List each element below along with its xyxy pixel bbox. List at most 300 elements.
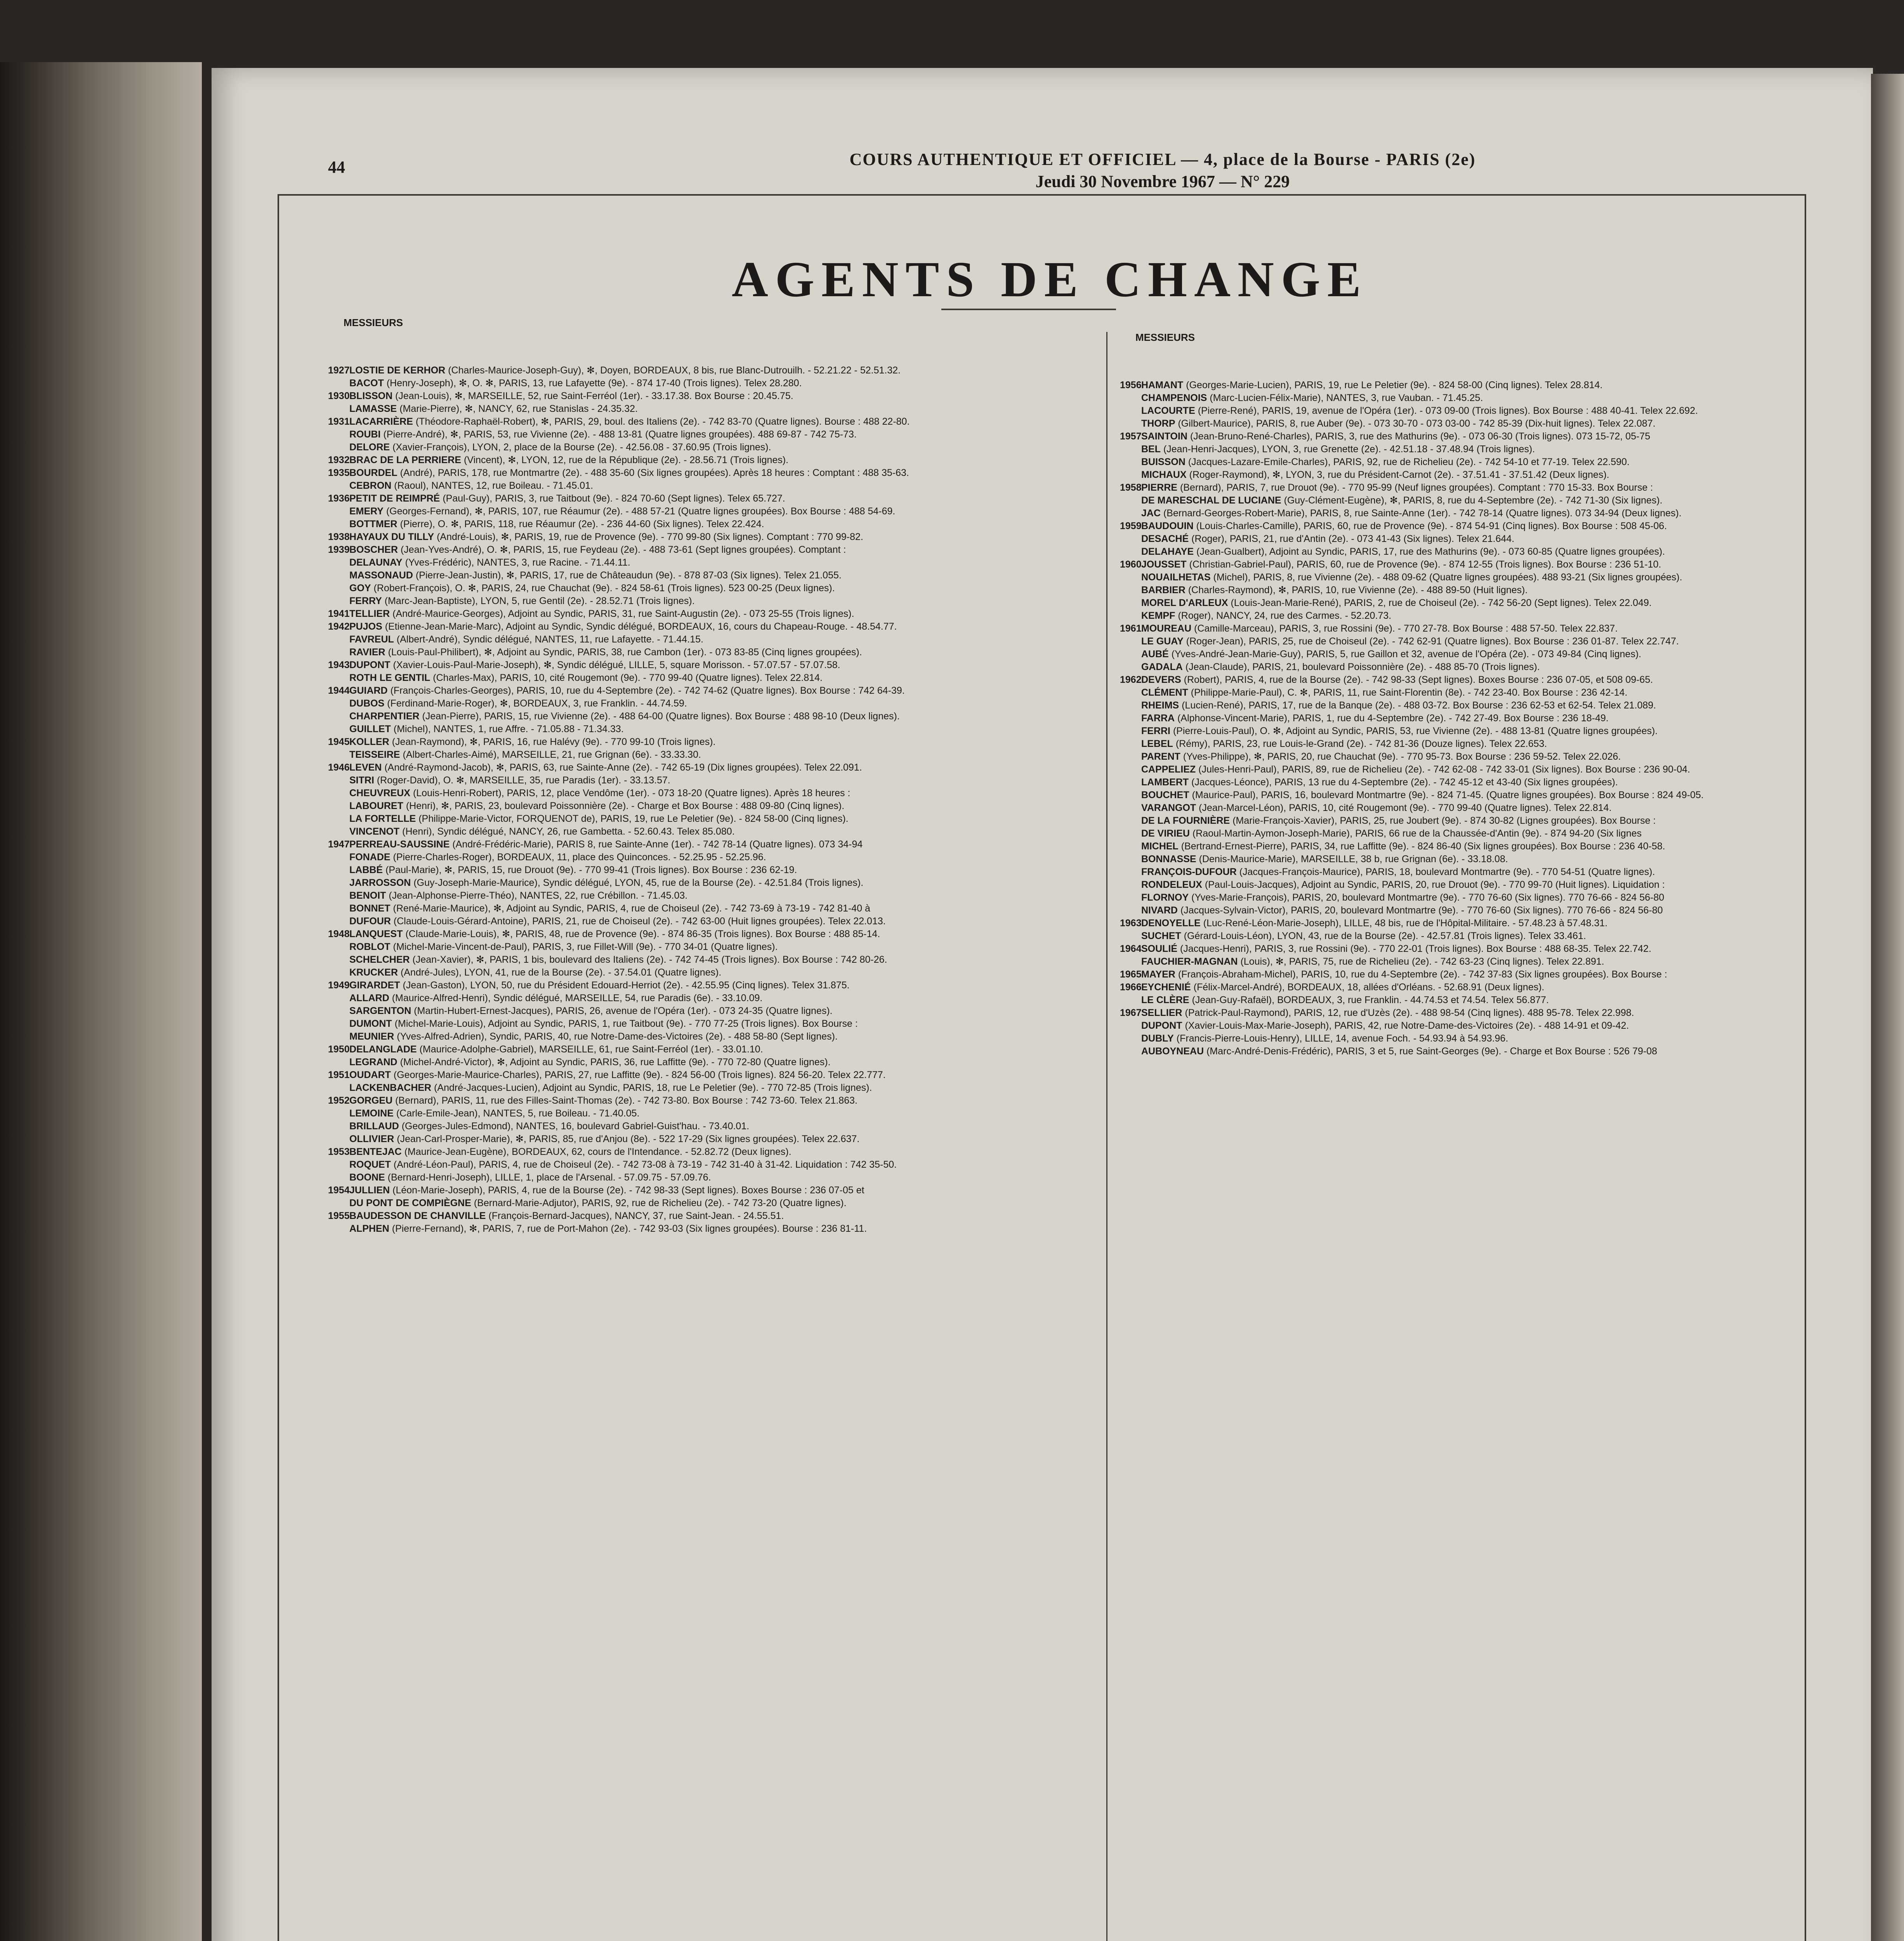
- agent-entry: [1120, 609, 1865, 622]
- agent-name: BEL: [1141, 444, 1161, 455]
- agent-entry: [1120, 930, 1865, 943]
- agent-entry: [1120, 456, 1865, 469]
- agent-details: [1141, 1019, 1865, 1032]
- agent-name: DU PONT DE COMPIÈGNE: [349, 1198, 471, 1208]
- agent-details: [349, 864, 1089, 877]
- agent-name: DUBLY: [1141, 1033, 1174, 1044]
- agent-details: [349, 877, 1089, 889]
- agent-text: (Marie-François-Xavier), PARIS, 25, rue Joubert (9e). - 874 30-82 (Lignes groupées). Box Bourse :: [1232, 815, 1656, 826]
- agent-details: [1141, 994, 1865, 1007]
- agent-details: [349, 505, 1089, 518]
- agent-text: (Jean-Gaston), LYON, 50, rue du Président Edouard-Herriot (2e). - 42.55.95 (Cinq lignes). Telex 31.875.: [403, 980, 850, 991]
- agent-text: (Pierre-Charles-Roger), BORDEAUX, 11, place des Quinconces. - 52.25.95 - 52.25.96.: [393, 852, 766, 863]
- agent-text: (Pierre-René), PARIS, 19, avenue de l'Opéra (1er). - 073 09-00 (Trois lignes). Box Bourse : 488 40-41. Telex 22.692.: [1198, 405, 1698, 416]
- agent-name: GORGEU: [349, 1095, 393, 1106]
- agent-text: (Philippe-Marie-Paul), C. ✻, PARIS, 11, rue Saint-Florentin (8e). - 742 23-40. Box Bourse : 236 42-14.: [1191, 687, 1628, 698]
- agent-name: GIRARDET: [349, 980, 400, 991]
- agent-details: [349, 953, 1089, 966]
- agent-name: HAMANT: [1141, 380, 1184, 391]
- agent-name: OUDART: [349, 1069, 391, 1080]
- agent-entry: [328, 582, 1089, 595]
- agent-name: SITRI: [349, 775, 374, 786]
- agent-name: BLISSON: [349, 391, 393, 401]
- agent-details: [349, 659, 1089, 672]
- agent-entry: [328, 364, 1089, 377]
- agent-details: [1141, 584, 1865, 597]
- agent-text: (Jean-Marcel-Léon), PARIS, 10, cité Rougemont (9e). - 770 99-40 (Quatre lignes). Telex 22.814.: [1199, 802, 1612, 813]
- agent-details: [349, 1030, 1089, 1043]
- agent-name: PETIT DE REIMPRÉ: [349, 493, 440, 504]
- agent-name: ALLARD: [349, 993, 389, 1003]
- agent-name: MEUNIER: [349, 1031, 394, 1042]
- agent-text: (André), PARIS, 178, rue Montmartre (2e). - 488 35-60 (Six lignes groupées). Après 18 heures : Comptant : 488 35-63.: [400, 467, 909, 478]
- agent-name: BOONE: [349, 1172, 385, 1183]
- agent-text: (Martin-Hubert-Ernest-Jacques), PARIS, 26, avenue de l'Opéra (1er). - 073 24-35 (Quatre lignes).: [414, 1005, 833, 1016]
- agent-text: (Christian-Gabriel-Paul), PARIS, 60, rue de Provence (9e). - 874 12-55 (Trois lignes). Box Bourse : 236 51-10.: [1189, 559, 1661, 570]
- agent-text: (Paul-Louis-Jacques), Adjoint au Syndic, PARIS, 20, rue Drouot (9e). - 770 99-70 (Huit lignes). Liquidation :: [1205, 879, 1665, 890]
- agent-entry: [328, 377, 1089, 390]
- agent-text: (Louis-Jean-Marie-René), PARIS, 2, rue de Choiseul (2e). - 742 56-20 (Sept lignes). Telex 22.049.: [1231, 597, 1652, 608]
- agent-year: 1953: [328, 1146, 350, 1157]
- agent-name: BARBIER: [1141, 585, 1185, 595]
- agent-name: MAYER: [1141, 969, 1175, 980]
- agent-entry: [328, 505, 1089, 518]
- agent-name: MOREL D'ARLEUX: [1141, 597, 1228, 608]
- agent-name: LEBEL: [1141, 738, 1173, 749]
- agent-entry: [328, 838, 1089, 851]
- agent-details: [1141, 507, 1865, 520]
- agent-entry: [328, 1069, 1089, 1082]
- agent-name: SUCHET: [1141, 931, 1181, 941]
- agent-details: [349, 556, 1089, 569]
- agent-name: MICHAUX: [1141, 469, 1187, 480]
- agent-entry: [328, 774, 1089, 787]
- agent-details: [1141, 1007, 1865, 1019]
- agent-details: [349, 479, 1089, 492]
- agent-details: [349, 761, 1089, 774]
- agent-text: (Michel-André-Victor), ✻, Adjoint au Syndic, PARIS, 36, rue Laffitte (9e). - 770 72-80 (Quatre lignes).: [400, 1057, 831, 1068]
- agent-entry: [1120, 494, 1865, 507]
- agent-details: [1141, 802, 1865, 814]
- agent-name: DUMONT: [349, 1018, 392, 1029]
- agent-year: 1958: [1120, 482, 1142, 493]
- agent-name: OLLIVIER: [349, 1134, 394, 1144]
- agent-entry: [1120, 904, 1865, 917]
- agent-text: (Marc-Lucien-Félix-Marie), NANTES, 3, rue Vauban. - 71.45.25.: [1210, 392, 1483, 403]
- agent-details: [349, 428, 1089, 441]
- agent-details: [349, 697, 1089, 710]
- agent-name: BOSCHER: [349, 544, 398, 555]
- agent-text: (Francis-Pierre-Louis-Henry), LILLE, 14, avenue Foch. - 54.93.94 à 54.93.96.: [1176, 1033, 1508, 1044]
- agent-name: SAINTOIN: [1141, 431, 1187, 442]
- agent-entry: [328, 1030, 1089, 1043]
- agent-text: (Yves-Philippe), ✻, PARIS, 20, rue Chauchat (9e). - 770 95-73. Box Bourse : 236 59-52. Telex 22.026.: [1183, 751, 1621, 762]
- agent-text: (André-Raymond-Jacob), ✻, PARIS, 63, rue Sainte-Anne (2e). - 742 65-19 (Dix lignes groupées). Telex 22.091.: [384, 762, 862, 773]
- agent-year: 1944: [328, 685, 350, 696]
- agent-details: [349, 723, 1089, 736]
- agent-text: (Ferdinand-Marie-Roger), ✻, BORDEAUX, 3, rue Franklin. - 44.74.59.: [387, 698, 687, 709]
- agent-details: [1141, 417, 1865, 430]
- agent-entry: [328, 953, 1089, 966]
- agent-text: (Paul-Marie), ✻, PARIS, 15, rue Drouot (9e). - 770 99-41 (Trois lignes). Box Bourse : 236 62-19.: [385, 865, 797, 875]
- agent-entry: [328, 454, 1089, 467]
- agent-name: DUFOUR: [349, 916, 391, 927]
- agent-year: 1932: [328, 455, 350, 465]
- agent-details: [349, 774, 1089, 787]
- agent-name: LABOURET: [349, 800, 403, 811]
- agent-entry: [328, 1197, 1089, 1210]
- agent-text: (Roger-David), O. ✻, MARSEILLE, 35, rue Paradis (1er). - 33.13.57.: [377, 775, 670, 786]
- agent-details: [349, 966, 1089, 979]
- agent-name: BAUDOUIN: [1141, 521, 1194, 531]
- agent-year: 1960: [1120, 559, 1142, 570]
- agent-details: [349, 646, 1089, 659]
- agent-year: 1951: [328, 1069, 350, 1080]
- agent-details: [349, 531, 1089, 543]
- agent-name: CLÉMENT: [1141, 687, 1188, 698]
- agent-text: (Bertrand-Ernest-Pierre), PARIS, 34, rue Laffitte (9e). - 824 86-40 (Six lignes groupées). Box Bourse : 236 40-58.: [1181, 841, 1665, 852]
- agent-details: [1141, 545, 1865, 558]
- agent-text: (Alphonse-Vincent-Marie), PARIS, 1, rue du 4-Septembre (2e). - 742 27-49. Box Bourse : 236 18-49.: [1177, 713, 1609, 724]
- agent-name: LAMBERT: [1141, 777, 1189, 788]
- agent-details: [349, 454, 1089, 467]
- agent-details: [1141, 494, 1865, 507]
- agent-details: [1141, 968, 1865, 981]
- agent-text: (Jean-Gualbert), Adjoint au Syndic, PARIS, 17, rue des Mathurins (9e). - 073 60-85 (Quatre lignes groupées).: [1196, 546, 1665, 557]
- agent-text: (Vincent), ✻, LYON, 12, rue de la République (2e). - 28.56.71 (Trois lignes).: [463, 455, 789, 465]
- agent-entry: [328, 1184, 1089, 1197]
- agent-text: (Xavier-François), LYON, 2, place de la Bourse (2e). - 42.56.08 - 37.60.95 (Trois lignes).: [392, 442, 771, 453]
- agent-entry: [1120, 1032, 1865, 1045]
- agent-entry: [328, 492, 1089, 505]
- agent-entry: [328, 697, 1089, 710]
- agent-name: MICHEL: [1141, 841, 1179, 852]
- agent-name: GUIARD: [349, 685, 388, 696]
- agent-name: ROQUET: [349, 1159, 391, 1170]
- agent-details: [349, 838, 1089, 851]
- agent-text: (Théodore-Raphaël-Robert), ✻, PARIS, 29, boul. des Italiens (2e). - 742 83-70 (Quatre lignes). Bourse : 488 22-80.: [415, 416, 910, 427]
- page-number: 44: [328, 158, 345, 177]
- agent-entry: [328, 390, 1089, 403]
- agent-text: (Jacques-Lazare-Emile-Charles), PARIS, 92, rue de Richelieu (2e). - 742 54-10 et 77-19. Telex 22.590.: [1188, 457, 1630, 467]
- agent-details: [1141, 712, 1865, 725]
- agent-details: [1141, 699, 1865, 712]
- agent-name: EMERY: [349, 506, 384, 517]
- agent-text: (Etienne-Jean-Marie-Marc), Adjoint au Syndic, Syndic délégué, BORDEAUX, 16, cours du Chapeau-Rouge. - 48.54.77.: [385, 621, 897, 632]
- agent-details: [349, 1017, 1089, 1030]
- agent-details: [1141, 789, 1865, 802]
- agent-details: [1141, 405, 1865, 417]
- agent-details: [349, 543, 1089, 556]
- agent-details: [349, 979, 1089, 992]
- agent-text: (Jean-Raymond), ✻, PARIS, 16, rue Halévy (9e). - 770 99-10 (Trois lignes).: [392, 736, 716, 747]
- agent-details: [349, 928, 1089, 941]
- agent-text: (Charles-Maurice-Joseph-Guy), ✻, Doyen, BORDEAUX, 8 bis, rue Blanc-Dutrouilh. - 52.21.22 - 52.51.32.: [448, 365, 901, 376]
- agent-entry: [328, 403, 1089, 415]
- agent-details: [1141, 635, 1865, 648]
- agent-entry: [328, 864, 1089, 877]
- agent-text: (Léon-Marie-Joseph), PARIS, 4, rue de la Bourse (2e). - 742 98-33 (Sept lignes). Boxes Bourse : 236 07-05 et: [392, 1185, 864, 1196]
- agent-text: (Guy-Joseph-Marie-Maurice), Syndic délégué, LYON, 45, rue de la Bourse (2e). - 42.51.84 (Trois lignes).: [413, 877, 864, 888]
- agent-text: (Xavier-Louis-Paul-Marie-Joseph), ✻, Syndic délégué, LILLE, 5, square Morisson. - 57.07.57 - 57.07.58.: [393, 660, 840, 670]
- agent-details: [1141, 776, 1865, 789]
- agent-details: [1141, 1045, 1865, 1058]
- agent-text: (Gilbert-Maurice), PARIS, 8, rue Auber (9e). - 073 30-70 - 073 03-00 - 742 85-39 (Dix-huit lignes). Telex 22.087.: [1178, 418, 1656, 429]
- agent-entry: [1120, 1045, 1865, 1058]
- agent-entry: [328, 1017, 1089, 1030]
- agent-text: (Luc-René-Léon-Marie-Joseph), LILLE, 48 bis, rue de l'Hôpital-Militaire. - 57.48.23 à 57.48.31.: [1203, 918, 1608, 929]
- agent-text: (Henri), ✻, PARIS, 23, boulevard Poissonnière (2e). - Charge et Box Bourse : 488 09-80 (Cinq lignes).: [406, 800, 845, 811]
- agent-name: BOUCHET: [1141, 790, 1189, 800]
- agent-entry: [328, 569, 1089, 582]
- agent-text: (Michel), PARIS, 8, rue Vivienne (2e). - 488 09-62 (Quatre lignes groupées). 488 93-21 (Six lignes groupées).: [1213, 572, 1682, 583]
- agent-details: [349, 736, 1089, 748]
- agent-details: [349, 902, 1089, 915]
- agent-name: BENOIT: [349, 890, 386, 901]
- agent-year: 1949: [328, 980, 350, 991]
- agent-entry: [328, 761, 1089, 774]
- agent-entry: [328, 633, 1089, 646]
- agent-text: (François-Charles-Georges), PARIS, 10, rue du 4-Septembre (2e). - 742 74-62 (Quatre lignes). Box Bourse : 742 64-39.: [390, 685, 905, 696]
- agent-entry: [328, 748, 1089, 761]
- agent-text: (Roger-Jean), PARIS, 25, rue de Choiseul (2e). - 742 62-91 (Quatre lignes). Box Bourse : 236 01-87. Telex 22.747.: [1186, 636, 1679, 647]
- agent-text: (André-Louis), ✻, PARIS, 19, rue de Provence (9e). - 770 99-80 (Six lignes). Comptant : 770 99-82.: [437, 531, 863, 542]
- agent-entry: [1120, 545, 1865, 558]
- agent-name: FRANÇOIS-DUFOUR: [1141, 866, 1237, 877]
- agent-entry: [328, 556, 1089, 569]
- agent-details: [349, 403, 1089, 415]
- agent-details: [349, 684, 1089, 697]
- agent-name: DELAUNAY: [349, 557, 403, 568]
- book-spine-edge: [0, 62, 202, 1941]
- agent-details: [349, 1210, 1089, 1222]
- agent-entry: [1120, 776, 1865, 789]
- agent-text: (Charles-Max), PARIS, 10, cité Rougemont (9e). - 770 99-40 (Quatre lignes). Telex 22.814.: [433, 672, 823, 683]
- agent-entry: [1120, 1019, 1865, 1032]
- agent-entry: [1120, 750, 1865, 763]
- agent-text: (Maurice-Paul), PARIS, 16, boulevard Montmartre (9e). - 824 71-45. (Quatre lignes groupées). Box Bourse : 824 49-05.: [1192, 790, 1704, 800]
- agent-text: (Jacques-Sylvain-Victor), PARIS, 20, boulevard Montmartre (9e). - 770 76-60 (Six lignes). 770 76-66 - 824 56-80: [1180, 905, 1663, 916]
- agent-entry: [1120, 469, 1865, 481]
- agent-text: (Raoul-Martin-Aymon-Joseph-Marie), PARIS, 66 rue de la Chaussée-d'Antin (9e). - 874 94-20 (Six lignes: [1192, 828, 1642, 839]
- agent-details: [1141, 674, 1865, 686]
- agent-name: ALPHEN: [349, 1223, 389, 1234]
- agent-text: (Jean-Yves-André), O. ✻, PARIS, 15, rue Feydeau (2e). - 488 73-61 (Sept lignes groupées). Comptant :: [400, 544, 846, 555]
- agent-details: [349, 1043, 1089, 1056]
- agent-text: (Paul-Guy), PARIS, 3, rue Taitbout (9e). - 824 70-60 (Sept lignes). Telex 65.727.: [443, 493, 785, 504]
- agent-name: SELLIER: [1141, 1007, 1182, 1018]
- agent-year: 1942: [328, 621, 350, 632]
- agent-details: [349, 1120, 1089, 1133]
- agent-entry: [1120, 1007, 1865, 1019]
- agent-name: KEMPF: [1141, 610, 1175, 621]
- agent-entry: [1120, 789, 1865, 802]
- agent-name: RHEIMS: [1141, 700, 1179, 711]
- agent-text: (Yves-Frédéric), NANTES, 3, rue Racine. - 71.44.11.: [405, 557, 630, 568]
- agent-entry: [328, 415, 1089, 428]
- agent-entry: [1120, 712, 1865, 725]
- agent-details: [1141, 917, 1865, 930]
- agent-details: [349, 672, 1089, 684]
- page-header: [716, 149, 1609, 191]
- agent-name: FARRA: [1141, 713, 1175, 724]
- agent-year: 1927: [328, 365, 350, 376]
- agent-text: (Robert-François), O. ✻, PARIS, 24, rue Chauchat (9e). - 824 58-61 (Trois lignes). 523 00-25 (Deux lignes).: [373, 583, 835, 594]
- right-column-heading: MESSIEURS: [1135, 332, 1195, 343]
- agent-entry: [1120, 866, 1865, 878]
- agent-name: LACARRIÈRE: [349, 416, 413, 427]
- agent-text: (Lucien-René), PARIS, 17, rue de la Banque (2e). - 488 03-72. Box Bourse : 236 62-53 et 62-54. Telex 21.089.: [1182, 700, 1656, 711]
- agent-entry: [328, 1171, 1089, 1184]
- agent-text: (Denis-Maurice-Marie), MARSEILLE, 38 b, rue Grignan (6e). - 33.18.08.: [1199, 854, 1508, 865]
- agent-text: (François-Bernard-Jacques), NANCY, 37, rue Saint-Jean. - 24.55.51.: [488, 1210, 784, 1221]
- agent-name: JULLIEN: [349, 1185, 390, 1196]
- agent-text: (Pierre-Louis-Paul), O. ✻, Adjoint au Syndic, PARIS, 53, rue Vivienne (2e). - 488 13-81 (Quatre lignes groupées).: [1173, 726, 1658, 736]
- agent-text: (André-Jacques-Lucien), Adjoint au Syndic, PARIS, 18, rue Le Peletier (9e). - 770 72-85 (Trois lignes).: [434, 1082, 872, 1093]
- agent-text: (Philippe-Marie-Victor, FORQUENOT de), PARIS, 19, rue Le Peletier (9e). - 824 58-00 (Cinq lignes).: [418, 813, 849, 824]
- agent-text: (Marc-André-Denis-Frédéric), PARIS, 3 et 5, rue Saint-Georges (9e). - Charge et Box Bourse : 526 79-08: [1206, 1046, 1658, 1057]
- agent-text: (Albert-Charles-Aimé), MARSEILLE, 21, rue Grignan (6e). - 33.33.30.: [403, 749, 701, 760]
- agent-details: [349, 415, 1089, 428]
- agent-name: BACOT: [349, 378, 384, 389]
- agent-entry: [328, 1043, 1089, 1056]
- agent-entry: [328, 800, 1089, 813]
- agent-year: 1947: [328, 839, 350, 850]
- agent-entry: [328, 608, 1089, 620]
- agent-details: [349, 1197, 1089, 1210]
- agent-year: 1931: [328, 416, 350, 427]
- agent-details: [349, 1069, 1089, 1082]
- agent-details: [1141, 456, 1865, 469]
- agent-details: [1141, 840, 1865, 853]
- agent-text: (Charles-Raymond), ✻, PARIS, 10, rue Vivienne (2e). - 488 89-50 (Huit lignes).: [1188, 585, 1528, 595]
- agent-entry: [1120, 686, 1865, 699]
- agent-year: 1966: [1120, 982, 1142, 993]
- agent-year: 1950: [328, 1044, 350, 1055]
- agent-details: [1141, 609, 1865, 622]
- agent-text: (Roger), PARIS, 21, rue d'Antin (2e). - 073 41-43 (Six lignes). Telex 21.644.: [1191, 533, 1515, 544]
- agent-text: (Michel-Marie-Vincent-de-Paul), PARIS, 3, rue Fillet-Will (9e). - 770 34-01 (Quatre lignes).: [393, 941, 778, 952]
- agent-entry: [328, 1094, 1089, 1107]
- agent-text: (Michel-Marie-Louis), Adjoint au Syndic, PARIS, 1, rue Taitbout (9e). - 770 77-25 (Trois lignes). Box Bourse :: [394, 1018, 858, 1029]
- agent-text: (Jean-Xavier), ✻, PARIS, 1 bis, boulevard des Italiens (2e). - 742 74-45 (Trois lignes). Box Bourse : 742 80-26.: [412, 954, 887, 965]
- agent-year: 1948: [328, 929, 350, 939]
- agent-name: CHAMPENOIS: [1141, 392, 1207, 403]
- agent-name: ROUBI: [349, 429, 381, 440]
- agent-text: (Roger), NANCY, 24, rue des Carmes. - 52.20.73.: [1178, 610, 1392, 621]
- agent-year: 1965: [1120, 969, 1142, 980]
- agent-entry: [328, 966, 1089, 979]
- agent-name: BAUDESSON DE CHANVILLE: [349, 1210, 486, 1221]
- agent-details: [349, 518, 1089, 531]
- agent-text: (Robert), PARIS, 4, rue de la Bourse (2e). - 742 98-33 (Sept lignes). Boxes Bourse : 236 07-05, et 508 09-65.: [1184, 674, 1653, 685]
- agent-entry: [1120, 430, 1865, 443]
- agent-name: VINCENOT: [349, 826, 400, 837]
- agent-details: [349, 377, 1089, 390]
- agent-details: [1141, 738, 1865, 750]
- agent-text: (Georges-Jules-Edmond), NANTES, 16, boulevard Gabriel-Guist'hau. - 73.40.01.: [401, 1121, 750, 1132]
- agent-text: (Pierre-Fernand), ✻, PARIS, 7, rue de Port-Mahon (2e). - 742 93-03 (Six lignes groupées). Bourse : 236 81-11.: [392, 1223, 867, 1234]
- agent-entry: [328, 877, 1089, 889]
- agent-details: [349, 390, 1089, 403]
- agent-text: (Maurice-Adolphe-Gabriel), MARSEILLE, 61, rue Saint-Ferréol (1er). - 33.01.10.: [419, 1044, 763, 1055]
- agent-name: LE CLÈRE: [1141, 995, 1189, 1005]
- agent-text: (Jacques-Léonce), PARIS, 13 rue du 4-Septembre (2e). - 742 45-12 et 43-40 (Six lignes groupées).: [1191, 777, 1618, 788]
- agent-text: (Michel), NANTES, 1, rue Affre. - 71.05.88 - 71.34.33.: [393, 724, 624, 734]
- agent-details: [1141, 533, 1865, 545]
- agent-name: EYCHENIÉ: [1141, 982, 1191, 993]
- agent-name: KRUCKER: [349, 967, 398, 978]
- agent-name: AUBOYNEAU: [1141, 1046, 1204, 1057]
- agent-details: [1141, 622, 1865, 635]
- agent-entry: [1120, 763, 1865, 776]
- agent-name: PERREAU-SAUSSINE: [349, 839, 450, 850]
- agent-name: CEBRON: [349, 480, 392, 491]
- agent-entry: [328, 646, 1089, 659]
- agent-text: (Henry-Joseph), ✻, O. ✻, PARIS, 13, rue Lafayette (9e). - 874 17-40 (Trois lignes). Telex 28.280.: [386, 378, 802, 389]
- agent-details: [349, 608, 1089, 620]
- agent-text: (Guy-Clément-Eugène), ✻, PARIS, 8, rue du 4-Septembre (2e). - 742 71-30 (Six lignes).: [1284, 495, 1663, 506]
- agent-name: CAPPELIEZ: [1141, 764, 1196, 775]
- agent-year: 1939: [328, 544, 350, 555]
- agent-text: (Louis), ✻, PARIS, 75, rue de Richelieu (2e). - 742 63-23 (Cinq lignes). Telex 22.891.: [1240, 956, 1604, 967]
- agent-details: [1141, 430, 1865, 443]
- agent-name: AUBÉ: [1141, 649, 1169, 660]
- agent-name: TELLIER: [349, 608, 390, 619]
- agent-name: BONNASSE: [1141, 854, 1196, 865]
- agent-text: (Jacques-François-Maurice), PARIS, 18, boulevard Montmartre (9e). - 770 54-51 (Quatre lignes).: [1239, 866, 1655, 877]
- agent-details: [349, 595, 1089, 608]
- agent-text: (Yves-Alfred-Adrien), Syndic, PARIS, 40, rue Notre-Dame-des-Victoires (2e). - 488 58-80 (Sept lignes).: [397, 1031, 838, 1042]
- agent-entry: [328, 979, 1089, 992]
- agent-text: (Jules-Henri-Paul), PARIS, 89, rue de Richelieu (2e). - 742 62-08 - 742 33-01 (Six lignes). Box Bourse : 236 90-04.: [1198, 764, 1691, 775]
- column-divider: [1106, 332, 1107, 1941]
- agent-details: [1141, 392, 1865, 405]
- agent-name: DUPONT: [349, 660, 391, 670]
- agent-name: LA FORTELLE: [349, 813, 416, 824]
- agent-details: [349, 825, 1089, 838]
- agent-entry: [328, 736, 1089, 748]
- agent-entry: [328, 889, 1089, 902]
- agent-name: TEISSEIRE: [349, 749, 400, 760]
- agent-name: SCHELCHER: [349, 954, 410, 965]
- left-column: [328, 316, 1089, 1235]
- agent-details: [1141, 853, 1865, 866]
- agent-text: (Henri), Syndic délégué, NANCY, 26, rue Gambetta. - 52.60.43. Telex 85.080.: [402, 826, 735, 837]
- agent-details: [349, 441, 1089, 454]
- agent-name: SOULIÉ: [1141, 943, 1178, 954]
- agent-year: 1967: [1120, 1007, 1142, 1018]
- agent-text: (Bernard-Henri-Joseph), LILLE, 1, place de l'Arsenal. - 57.09.75 - 57.09.76.: [387, 1172, 711, 1183]
- agent-entry: [1120, 405, 1865, 417]
- agent-text: (Bernard), PARIS, 11, rue des Filles-Saint-Thomas (2e). - 742 73-80. Box Bourse : 742 73-60. Telex 21.863.: [395, 1095, 857, 1106]
- agent-details: [349, 1133, 1089, 1146]
- agent-text: (Jean-Carl-Prosper-Marie), ✻, PARIS, 85, rue d'Anjou (8e). - 522 17-29 (Six lignes groupées). Telex 22.637.: [397, 1134, 860, 1144]
- agent-name: DE LA FOURNIÈRE: [1141, 815, 1230, 826]
- agent-details: [1141, 981, 1865, 994]
- agent-name: RAVIER: [349, 647, 385, 658]
- agent-text: (Pierre), O. ✻, PARIS, 118, rue Réaumur (2e). - 236 44-60 (Six lignes). Telex 22.424.: [400, 519, 764, 530]
- agent-details: [1141, 814, 1865, 827]
- agent-name: BOURDEL: [349, 467, 397, 478]
- agent-details: [349, 748, 1089, 761]
- agent-details: [1141, 469, 1865, 481]
- agent-details: [1141, 661, 1865, 674]
- header-line-2: Jeudi 30 Novembre 1967 — N° 229: [1035, 172, 1290, 191]
- agent-entry: [1120, 853, 1865, 866]
- agent-text: (Jean-Guy-Rafaël), BORDEAUX, 3, rue Franklin. - 44.74.53 et 74.54. Telex 56.877.: [1192, 995, 1549, 1005]
- agent-name: KOLLER: [349, 736, 389, 747]
